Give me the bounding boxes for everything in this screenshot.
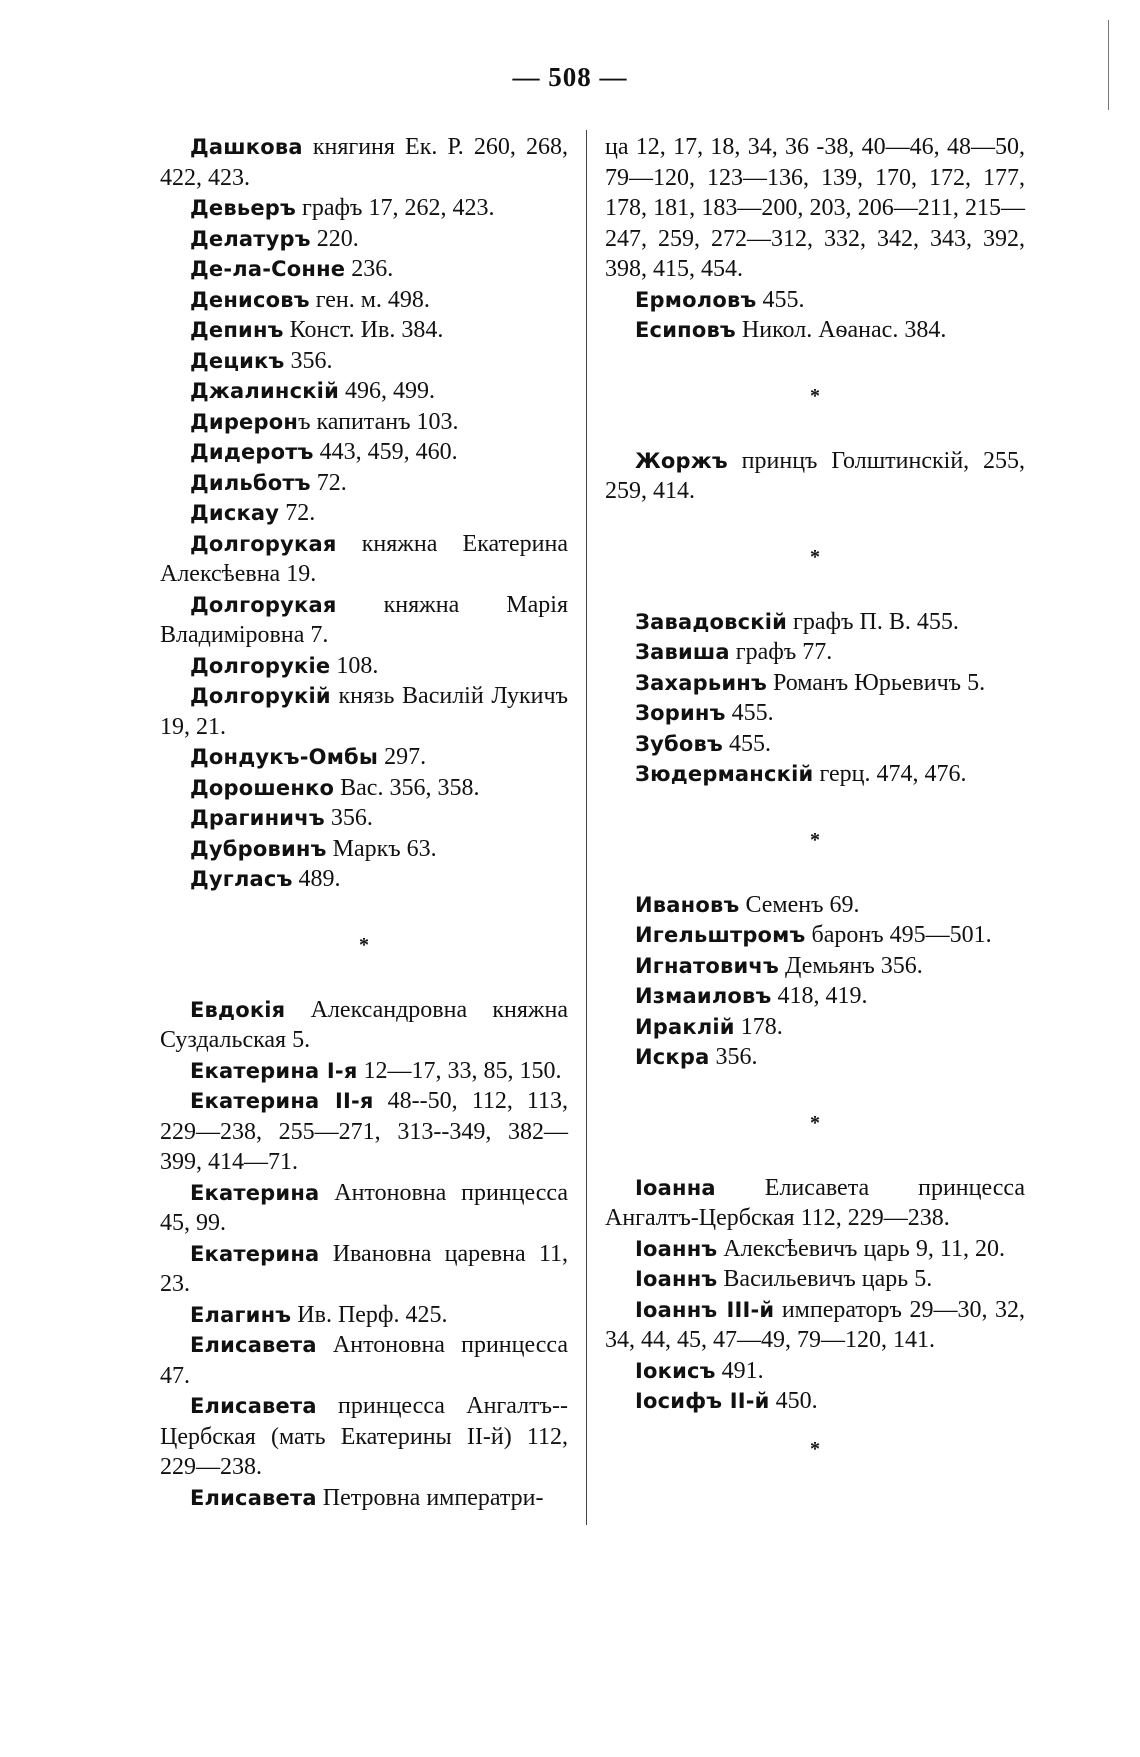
- index-references: Антоновна принцесса 47.: [160, 1332, 568, 1389]
- index-entry: [160, 132, 568, 193]
- index-references: графъ П. В. 455.: [787, 608, 959, 635]
- index-term: Завадовскій: [635, 609, 788, 634]
- index-term: Жоржъ: [635, 448, 728, 473]
- index-references: Конст. Ив. 384.: [283, 317, 444, 343]
- index-entry: [160, 651, 568, 682]
- index-entry: [160, 407, 568, 438]
- index-references: ген. м. 498.: [309, 286, 430, 313]
- index-term: Евдокія: [190, 997, 286, 1022]
- section-separator: *: [810, 1437, 820, 1460]
- index-term: Де-ла-Сонне: [190, 257, 346, 281]
- index-entry: [160, 1056, 568, 1087]
- index-term: Іоаннъ: [635, 1267, 718, 1291]
- index-entry: [160, 995, 568, 1056]
- index-term: Долгорукая: [190, 531, 337, 556]
- index-entry: [160, 254, 568, 285]
- index-entry: [605, 890, 1025, 921]
- index-entry: [605, 1356, 1025, 1387]
- index-entry: [605, 759, 1025, 790]
- index-references: 356.: [324, 805, 373, 831]
- index-entry: [160, 773, 568, 804]
- index-entry: [160, 590, 568, 651]
- index-entry: [160, 315, 568, 346]
- index-references: 489.: [292, 866, 341, 892]
- index-references: 356.: [709, 1044, 758, 1070]
- index-term: Дугласъ: [190, 867, 293, 891]
- index-entry: [605, 1042, 1025, 1073]
- index-references: княжна Екатерина Алексѣевна 19.: [160, 530, 568, 587]
- index-term: Игельштромъ: [635, 923, 806, 947]
- index-entry: [160, 193, 568, 224]
- index-references: 297.: [378, 744, 427, 770]
- index-entry: [605, 285, 1025, 316]
- index-references: 236.: [345, 256, 394, 282]
- index-term: Іосифъ II-й: [635, 1389, 770, 1413]
- index-references: 455.: [722, 730, 771, 757]
- index-entry: [160, 285, 568, 316]
- index-entry: [160, 346, 568, 377]
- index-references: 220.: [310, 225, 359, 252]
- index-term: Дискау: [190, 501, 280, 525]
- index-term: Зубовъ: [635, 731, 723, 756]
- section-separator: *: [359, 933, 369, 956]
- index-term: Захарьинъ: [635, 670, 767, 695]
- section-separator: *: [810, 1111, 820, 1134]
- index-references: герц. 474, 476.: [813, 761, 967, 787]
- index-entry: [160, 468, 568, 499]
- index-references: 356.: [284, 347, 333, 374]
- index-entry: [605, 1234, 1025, 1265]
- index-term: Зюдерманскій: [635, 762, 814, 786]
- index-column-left: [160, 132, 568, 1513]
- index-term: Ивановъ: [635, 892, 740, 917]
- index-references: 108.: [330, 652, 379, 679]
- index-entry: [605, 1012, 1025, 1043]
- index-entry: [605, 1295, 1025, 1356]
- index-term: Ермоловъ: [635, 287, 757, 312]
- index-references: Васильевичъ царь 5.: [717, 1266, 933, 1292]
- index-references: Семенъ 69.: [739, 891, 860, 918]
- index-references: баронъ 495—501.: [805, 922, 992, 948]
- index-term: Дильботъ: [190, 470, 311, 495]
- index-term: Зоринъ: [635, 701, 726, 725]
- index-term: Есиповъ: [635, 318, 736, 342]
- index-entry: [160, 224, 568, 255]
- index-references: 491.: [715, 1357, 764, 1384]
- index-references: 455.: [756, 286, 805, 313]
- index-entry: [160, 834, 568, 865]
- index-term: Драгиничъ: [190, 806, 325, 830]
- index-entry: [605, 1264, 1025, 1295]
- index-term: Елисавета: [190, 1485, 317, 1510]
- index-term: Іоанна: [635, 1175, 716, 1200]
- index-entry: [605, 729, 1025, 760]
- index-references: Елисавета принцесса Ангалтъ-Цербская 112, 229—238.: [605, 1174, 1025, 1231]
- index-references: 418, 419.: [771, 983, 868, 1009]
- index-entry: [160, 498, 568, 529]
- index-references: 72.: [310, 469, 347, 496]
- index-references: Ив. Перф. 425.: [291, 1301, 448, 1328]
- index-entry: [160, 681, 568, 742]
- index-entry: [160, 1391, 568, 1483]
- index-term: Дондукъ-Омбы: [190, 745, 379, 769]
- index-entry: [605, 981, 1025, 1012]
- index-references: Петровна императри-: [316, 1484, 544, 1511]
- index-term: Джалинскій: [190, 379, 339, 403]
- index-term: Екатерина I-я: [190, 1058, 358, 1083]
- index-term: Искра: [635, 1045, 710, 1069]
- index-entry: [605, 315, 1025, 346]
- index-references: 72.: [279, 500, 316, 526]
- index-references: Маркъ 63.: [326, 835, 437, 862]
- index-entry: [160, 1178, 568, 1239]
- section-separator: *: [810, 545, 820, 568]
- index-references: Вас. 356, 358.: [334, 774, 480, 801]
- index-entry: [605, 951, 1025, 982]
- index-column-right: [605, 132, 1025, 1481]
- index-term: Іоаннъ: [635, 1236, 718, 1261]
- index-entry: [160, 437, 568, 468]
- section-separator: *: [810, 384, 820, 407]
- index-entry: [605, 637, 1025, 668]
- index-term: Долгорукіе: [190, 653, 331, 678]
- section-separator: *: [810, 828, 820, 851]
- index-references: 12—17, 33, 85, 150.: [357, 1057, 562, 1084]
- index-references: Ивановна царевна 11, 23.: [160, 1240, 568, 1297]
- index-entry: [605, 698, 1025, 729]
- index-entry: [160, 1300, 568, 1331]
- index-entry: [160, 864, 568, 895]
- index-term: Долгорукая: [190, 592, 337, 617]
- index-references: княгиня Ек. Р. 260, 268, 422, 423.: [160, 134, 568, 191]
- index-term: Дубровинъ: [190, 836, 327, 861]
- index-references: принцесса Ангалтъ--Цербская (мать Екатерины II-й) 112, 229—238.: [160, 1393, 568, 1480]
- index-term: Елисавета: [190, 1394, 317, 1418]
- index-term: Елисавета: [190, 1333, 317, 1357]
- page-number: — 508 —: [512, 62, 628, 92]
- index-references: ъ капитанъ 103.: [298, 408, 459, 435]
- index-references: 496, 499.: [339, 378, 435, 404]
- index-term: Дирерон: [190, 409, 299, 434]
- index-entry: [160, 1483, 568, 1514]
- index-term: Дашкова: [190, 135, 303, 159]
- index-references: графъ 17, 262, 423.: [295, 195, 495, 221]
- index-entry: [605, 607, 1025, 638]
- index-entry: [160, 1330, 568, 1391]
- index-entry: [160, 803, 568, 834]
- index-entry: [160, 742, 568, 773]
- index-entry: [605, 668, 1025, 699]
- index-references: 178.: [734, 1013, 783, 1040]
- index-term: Измаиловъ: [635, 984, 772, 1008]
- index-references: принцъ Голштинскій, 255, 259, 414.: [605, 447, 1025, 504]
- index-term: Дорошенко: [190, 775, 335, 800]
- index-entry: [605, 132, 1025, 285]
- index-references: 443, 459, 460.: [313, 439, 458, 465]
- index-term: Екатерина: [190, 1241, 320, 1266]
- index-term: Децикъ: [190, 348, 285, 373]
- index-references: княжна Марія Владиміровна 7.: [160, 591, 568, 648]
- index-term: Іоаннъ III-й: [635, 1297, 775, 1322]
- index-entry: [160, 1086, 568, 1178]
- index-entry: [605, 920, 1025, 951]
- index-entry: [160, 376, 568, 407]
- index-term: Екатерина II-я: [190, 1089, 374, 1113]
- index-entry: [160, 529, 568, 590]
- index-term: Долгорукій: [190, 684, 331, 708]
- index-references: Антоновна принцесса 45, 99.: [160, 1179, 568, 1236]
- index-references: Никол. Аѳанас. 384.: [735, 317, 947, 343]
- index-term: Іокисъ: [635, 1358, 716, 1383]
- index-references: 450.: [769, 1388, 818, 1414]
- index-references: 455.: [725, 700, 774, 726]
- index-entry: [605, 1173, 1025, 1234]
- index-entry: [605, 446, 1025, 507]
- index-references: Александровна княжна Суздальская 5.: [160, 996, 568, 1053]
- index-references: графъ 77.: [729, 639, 833, 665]
- index-entry: [605, 1386, 1025, 1417]
- index-term: Ираклій: [635, 1014, 735, 1039]
- index-references: Демьянъ 356.: [779, 952, 923, 979]
- index-term: Дидеротъ: [190, 440, 314, 464]
- index-term: Делатуръ: [190, 226, 311, 251]
- index-term: Девьеръ: [190, 196, 296, 220]
- index-references: ца 12, 17, 18, 34, 36 -38, 40—46, 48—50, 79—120, 123—136, 139, 170, 172, 177, 178, 181, 183—200, 203, 206—211, 215—247, 259, 272—312, 332, 342, 343, 392, 398, 415, 454.: [605, 134, 1025, 282]
- index-references: 48--50, 112, 113, 229—238, 255—271, 313--349, 382—399, 414—71.: [160, 1088, 568, 1175]
- index-term: Завиша: [635, 640, 730, 664]
- index-term: Денисовъ: [190, 287, 310, 312]
- index-term: Депинъ: [190, 318, 284, 342]
- index-term: Екатерина: [190, 1180, 320, 1205]
- index-references: Алексѣевичъ царь 9, 11, 20.: [717, 1235, 1005, 1262]
- index-term: Елагинъ: [190, 1302, 292, 1327]
- index-references: императоръ 29—30, 32, 34, 44, 45, 47—49, 79—120, 141.: [605, 1296, 1025, 1353]
- column-divider: [586, 130, 587, 1525]
- index-references: князь Василій Лукичъ 19, 21.: [160, 683, 568, 740]
- index-term: Игнатовичъ: [635, 953, 780, 978]
- index-entry: [160, 1239, 568, 1300]
- index-references: Романъ Юрьевичъ 5.: [766, 669, 986, 696]
